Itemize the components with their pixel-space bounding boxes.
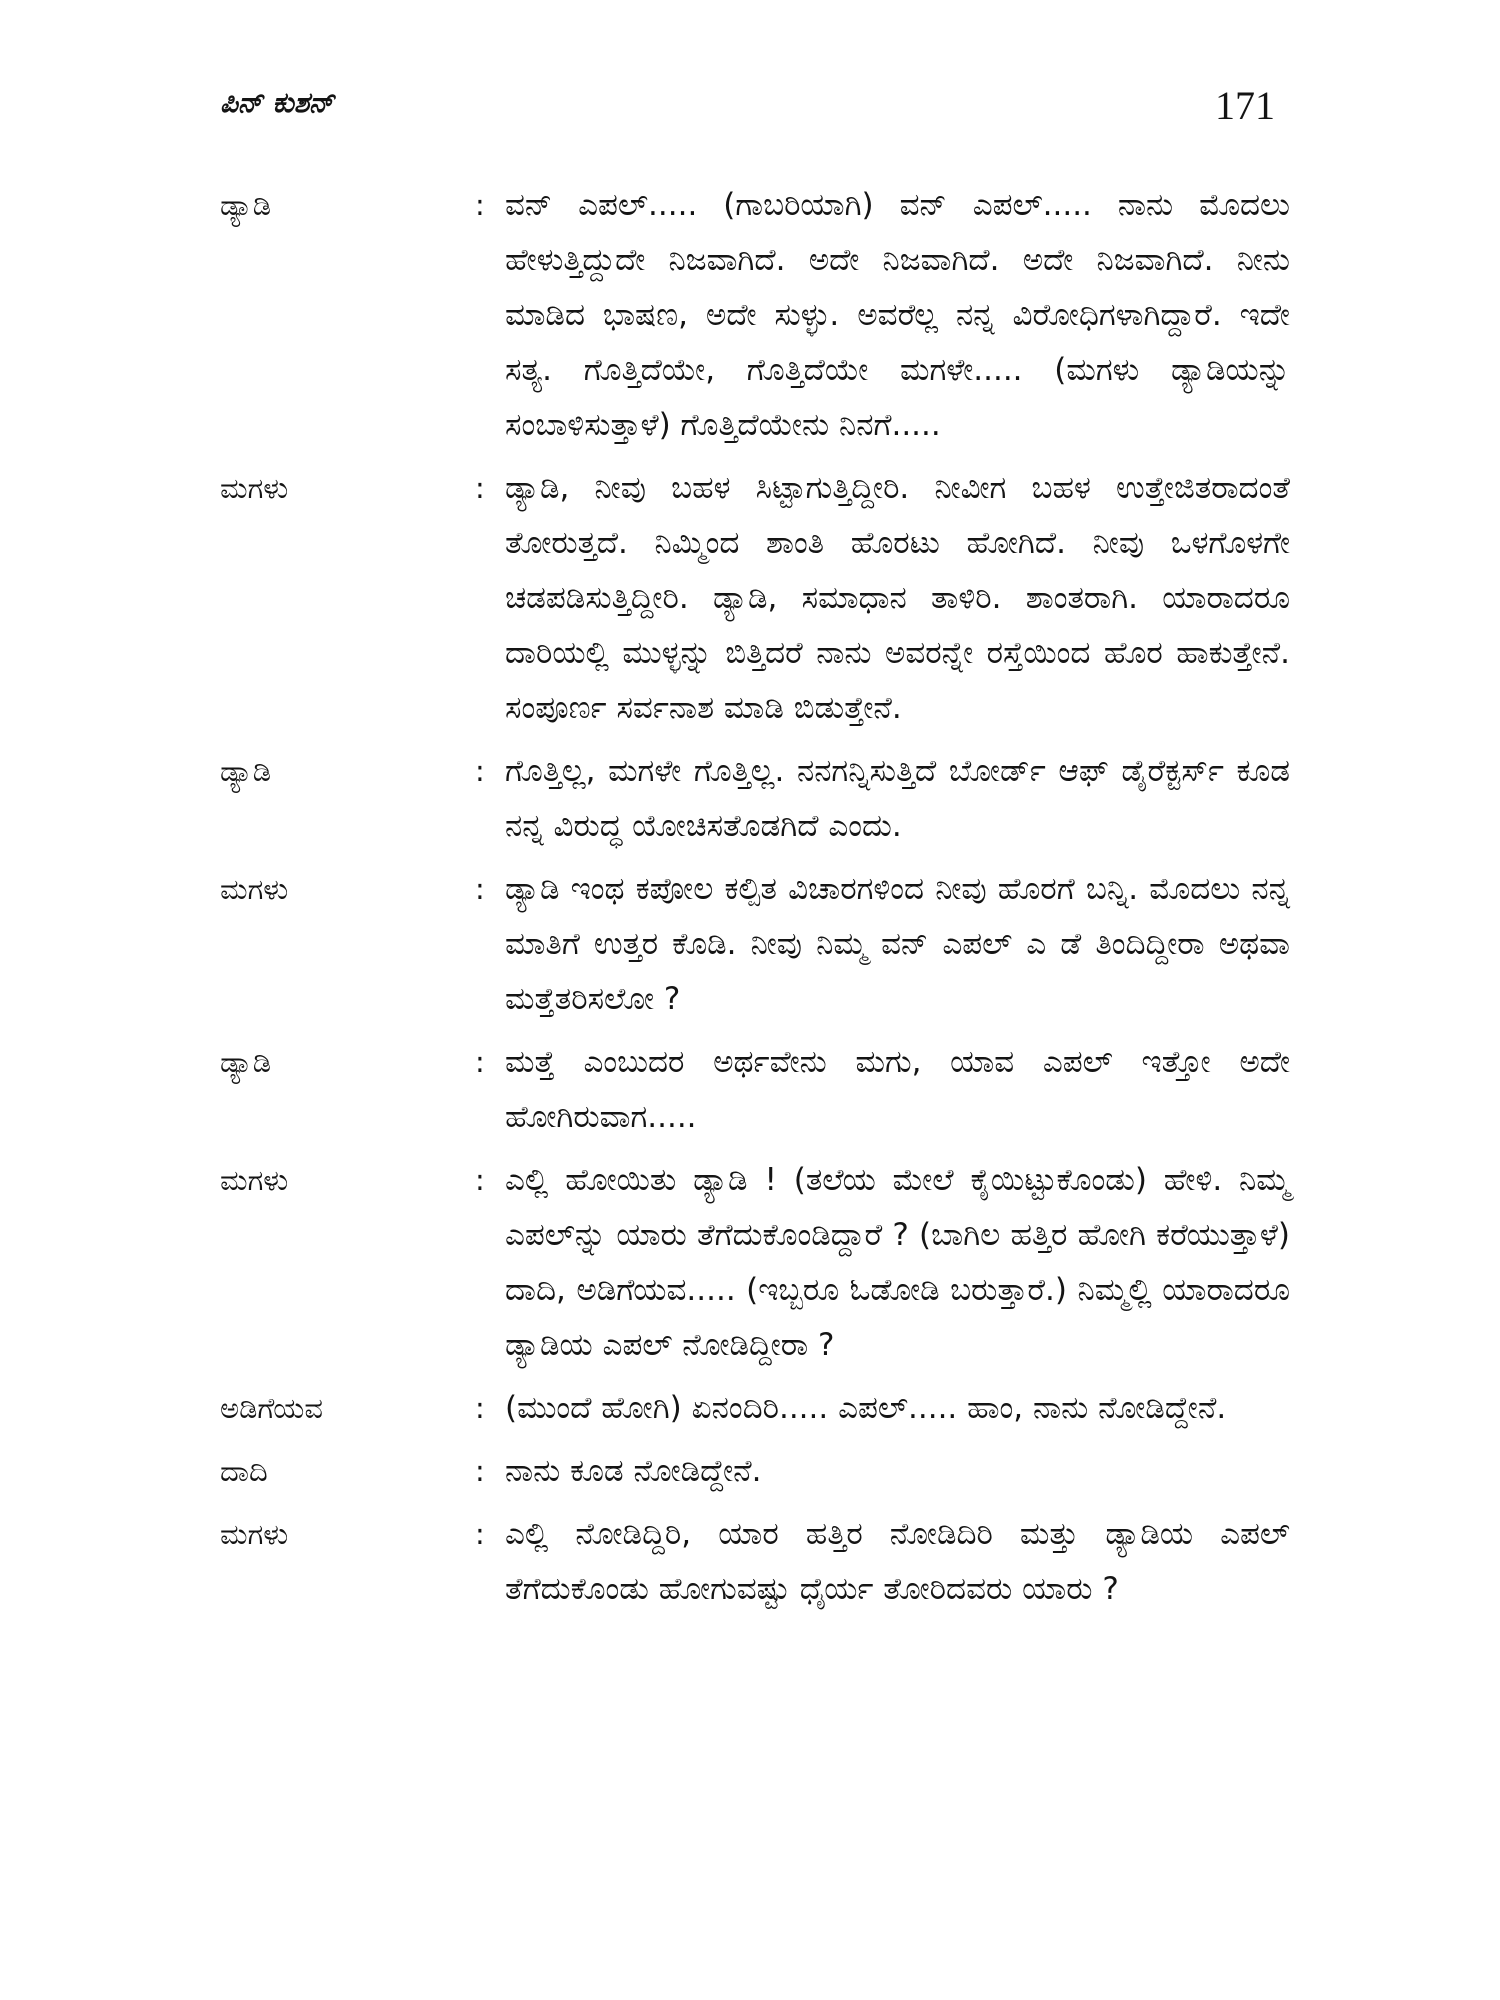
speaker-name: ಮಗಳು	[220, 471, 289, 505]
speaker-separator: :	[475, 1454, 485, 1488]
dialogue-text: ವನ್ ಎಪಲ್..... (ಗಾಬರಿಯಾಗಿ) ವನ್ ಎಪಲ್..... ನಾನು ಮೊದಲು ಹೇಳುತ್ತಿದ್ದುದೇ ನಿಜವಾಗಿದೆ. ಅದೇ ನಿಜವಾಗಿದೆ. ಅದೇ ನಿಜವಾಗಿದೆ. ನೀನು ಮಾಡಿದ ಭಾಷಣ, ಅದೇ ಸುಳ್ಳು. ಅವರೆಲ್ಲ ನನ್ನ ವಿರೋಧಿಗಳಾಗಿದ್ದಾರೆ. ಇದೇ ಸತ್ಯ. ಗೊತ್ತಿದೆಯೇ, ಗೊತ್ತಿದೆಯೇ ಮಗಳೇ..... (ಮಗಳು ಡ್ಯಾಡಿಯನ್ನು ಸಂಬಾಳಿಸುತ್ತಾಳೆ) ಗೊತ್ತಿದೆಯೇನು ನಿನಗೆ.....	[505, 187, 1290, 443]
dialogue-entry	[220, 461, 1290, 736]
speaker-separator: :	[475, 1517, 485, 1551]
dialogue-text: ಡ್ಯಾಡಿ ಇಂಥ ಕಪೋಲ ಕಲ್ಪಿತ ವಿಚಾರಗಳಿಂದ ನೀವು ಹೊರಗೆ ಬನ್ನಿ. ಮೊದಲು ನನ್ನ ಮಾತಿಗೆ ಉತ್ತರ ಕೊಡಿ. ನೀವು ನಿಮ್ಮ ವನ್ ಎಪಲ್ ಎ ಡೆ ತಿಂದಿದ್ದೀರಾ ಅಥವಾ ಮತ್ತೆತರಿಸಲೋ ?	[505, 871, 1290, 1017]
dialogue-entry	[220, 178, 1290, 453]
speaker-separator: :	[475, 1045, 485, 1079]
speaker-name: ಮಗಳು	[220, 872, 289, 906]
speaker-name: ಮಗಳು	[220, 1163, 289, 1197]
dialogue-text: ಎಲ್ಲಿ ನೋಡಿದ್ದಿರಿ, ಯಾರ ಹತ್ತಿರ ನೋಡಿದಿರಿ ಮತ್ತು ಡ್ಯಾಡಿಯ ಎಪಲ್ ತೆಗೆದುಕೊಂಡು ಹೋಗುವಷ್ಟು ಧೈರ್ಯ ತೋರಿದವರು ಯಾರು ?	[505, 1516, 1290, 1607]
dialogue-entry	[220, 1035, 1290, 1145]
dialogue-text: ಎಲ್ಲಿ ಹೋಯಿತು ಡ್ಯಾಡಿ ! (ತಲೆಯ ಮೇಲೆ ಕೈಯಿಟ್ಟುಕೊಂಡು) ಹೇಳಿ. ನಿಮ್ಮ ಎಪಲ್‌ನ್ನು ಯಾರು ತೆಗೆದುಕೊಂಡಿದ್ದಾರೆ ? (ಬಾಗಿಲ ಹತ್ತಿರ ಹೋಗಿ ಕರೆಯುತ್ತಾಳೆ) ದಾದಿ, ಅಡಿಗೆಯವ..... (ಇಬ್ಬರೂ ಓಡೋಡಿ ಬರುತ್ತಾರೆ.) ನಿಮ್ಮಲ್ಲಿ ಯಾರಾದರೂ ಡ್ಯಾಡಿಯ ಎಪಲ್ ನೋಡಿದ್ದೀರಾ ?	[505, 1162, 1290, 1363]
dialogue-entry	[220, 744, 1290, 854]
speaker-name: ಅಡಿಗೆಯವ	[220, 1391, 323, 1425]
dialogue-entry	[220, 1153, 1290, 1373]
dialogue-text: (ಮುಂದೆ ಹೋಗಿ) ಏನಂದಿರಿ..... ಎಪಲ್..... ಹಾಂ, ನಾನು ನೋಡಿದ್ದೇನೆ.	[505, 1390, 1227, 1426]
speaker-separator: :	[475, 754, 485, 788]
speaker-separator: :	[475, 1163, 485, 1197]
speaker-name: ಮಗಳು	[220, 1517, 289, 1551]
dialogue-entry	[220, 1444, 1290, 1499]
speaker-name: ಡ್ಯಾಡಿ	[220, 754, 271, 788]
dialogue-entry	[220, 1381, 1290, 1436]
dialogue-entry	[220, 862, 1290, 1027]
speaker-separator: :	[475, 188, 485, 222]
dialogue-text: ಮತ್ತೆ ಎಂಬುದರ ಅರ್ಥವೇನು ಮಗು, ಯಾವ ಎಪಲ್ ಇತ್ತೋ ಅದೇ ಹೋಗಿರುವಾಗ.....	[505, 1044, 1290, 1135]
speaker-separator: :	[475, 872, 485, 906]
dialogue-text: ನಾನು ಕೂಡ ನೋಡಿದ್ದೇನೆ.	[505, 1453, 762, 1489]
dialogue-text: ಡ್ಯಾಡಿ, ನೀವು ಬಹಳ ಸಿಟ್ಟಾಗುತ್ತಿದ್ದೀರಿ. ನೀವೀಗ ಬಹಳ ಉತ್ತೇಜಿತರಾದಂತೆ ತೋರುತ್ತದೆ. ನಿಮ್ಮಿಂದ ಶಾಂತಿ ಹೊರಟು ಹೋಗಿದೆ. ನೀವು ಒಳಗೊಳಗೇ ಚಡಪಡಿಸುತ್ತಿದ್ದೀರಿ. ಡ್ಯಾಡಿ, ಸಮಾಧಾನ ತಾಳಿರಿ. ಶಾಂತರಾಗಿ. ಯಾರಾದರೂ ದಾರಿಯಲ್ಲಿ ಮುಳ್ಳನ್ನು ಬಿತ್ತಿದರೆ ನಾನು ಅವರನ್ನೇ ರಸ್ತೆಯಿಂದ ಹೊರ ಹಾಕುತ್ತೇನೆ. ಸಂಪೂರ್ಣ ಸರ್ವನಾಶ ಮಾಡಿ ಬಿಡುತ್ತೇನೆ.	[505, 470, 1290, 726]
speaker-name: ಡ್ಯಾಡಿ	[220, 1045, 271, 1079]
speaker-separator: :	[475, 1391, 485, 1425]
dialogue-body	[220, 178, 1290, 1625]
speaker-name: ಡ್ಯಾಡಿ	[220, 188, 271, 222]
speaker-name: ದಾದಿ	[220, 1454, 268, 1488]
dialogue-entry	[220, 1507, 1290, 1617]
page-number: 171	[1215, 83, 1275, 128]
speaker-separator: :	[475, 471, 485, 505]
running-title: ಪಿನ್ ಕುಶನ್	[220, 86, 334, 119]
dialogue-text: ಗೊತ್ತಿಲ್ಲ, ಮಗಳೇ ಗೊತ್ತಿಲ್ಲ. ನನಗನ್ನಿಸುತ್ತಿದೆ ಬೋರ್ಡ್ ಆಫ್ ಡೈರೆಕ್ಟರ್ಸ್ ಕೂಡ ನನ್ನ ವಿರುದ್ಧ ಯೋಚಿಸತೊಡಗಿದೆ ಎಂದು.	[505, 753, 1290, 844]
